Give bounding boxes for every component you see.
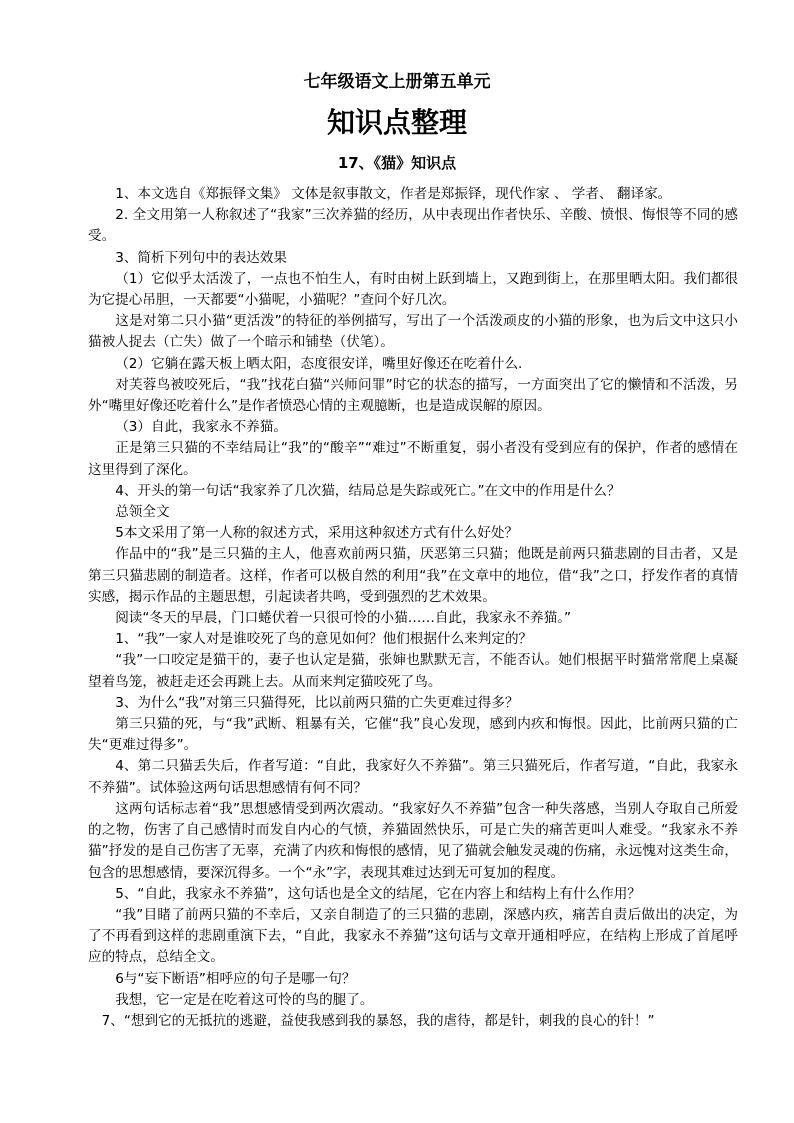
paragraph: 我想，它一定是在吃着这可怜的鸟的腿了。 — [115, 991, 374, 1008]
section-title: 17、《猫》知识点 — [337, 154, 457, 172]
paragraph: 这是对第二只小猫“更活泼”的特征的举例描写，写出了一个活泼顽皮的小猫的形象，也为后文中这只小猫被人捉去（亡失）做了一个暗示和铺垫（伏笔）。 — [88, 313, 738, 351]
paragraph: 作品中的“我”是三只猫的主人，他喜欢前两只猫，厌恶第三只猫；他既是前两只猫悲剧的目击者，又是第三只猫悲剧的制造者。这样，作者可以极自然的利用“我”在文章中的地位，借“我”之口，抒发作者的真情实感，揭示作品的主题思想，引起读者共鸣，受到强烈的艺术效果。 — [88, 546, 738, 605]
paragraph: 3、为什么“我”对第三只猫得死，比以前两只猫的亡失更难过得多？ — [115, 694, 519, 711]
paragraph: 对芙蓉鸟被咬死后，“我”找花白猫“兴师问罪”时它的状态的描写，一方面突出了它的懒情和不活泼，另外“嘴里好像还吃着什么”是作者愤恐心情的主观臆断，也是造成误解的原因。 — [88, 376, 738, 415]
paragraph: “我”目睹了前两只猫的不幸后，又亲自制造了的三只猫的悲剧，深感内疚，痛苦自责后做出的决定，为了不再看到这样的悲剧重演下去，“自此，我家永不养猫”这句话与文章开通相呼应，在结构上形成了首尾呼应的特点，总结全文。 — [88, 906, 738, 966]
document-body — [88, 184, 738, 1032]
document-title: 七年级语文上册第五单元 — [303, 72, 491, 92]
paragraph: 总领全文 — [115, 504, 170, 521]
paragraph: （1）它似乎太活泼了，一点也不怕生人，有时由树上跃到墙上，又跑到街上，在那里晒太阳。我们都很为它提心吊胆，一天都要“小猫呢，小猫呢？”查问个好几次。 — [88, 270, 738, 309]
paragraph: 4、开头的第一句话“我家养了几次猫，结局总是失踪或死亡。”在文中的作用是什么？ — [115, 482, 621, 499]
paragraph: 4、第二只猫丢失后，作者写道：“自此，我家好久不养猫”。第三只猫死后，作者写道，“自此，我家永不养猫”。试体验这两句话思想感情有何不同？ — [88, 758, 738, 796]
paragraph: 5、“自此，我家永不养猫”，这句话也是全文的结尾，它在内容上和结构上有什么作用？ — [115, 885, 641, 902]
paragraph: 正是第三只猫的不幸结局让“我”的“酸辛”“难过”不断重复，弱小者没有受到应有的保护，作者的感情在这里得到了深化。 — [88, 440, 738, 478]
paragraph: （3）自此，我家永不养猫。 — [115, 419, 287, 436]
paragraph: 2. 全文用第一人称叙述了“我家”三次养猫的经历，从中表现出作者快乐、辛酸、愤恨、悔恨等不同的感受。 — [88, 207, 738, 245]
paragraph: “我”一口咬定是猫干的，妻子也认定是猫，张婶也默默无言，不能否认。她们根据平时猫常常爬上桌凝望着鸟笼，被赶走还会再跳上去。从而来判定猫咬死了鸟。 — [88, 652, 738, 690]
document-heading: 知识点整理 — [326, 106, 467, 139]
paragraph: 阅读“冬天的早晨，门口蜷伏着一只很可怜的小猫……自此，我家永不养猫。” — [115, 610, 572, 627]
paragraph: 3、简析下列句中的表达效果 — [115, 249, 287, 266]
paragraph: （2）它躺在露天板上晒太阳，态度很安详，嘴里好像还在吃着什么. — [115, 355, 523, 372]
paragraph: 1、“我”一家人对是谁咬死了鸟的意见如何？他们根据什么来判定的？ — [115, 631, 533, 648]
paragraph: 1、本文选自《郑振铎文集》 文体是叙事散文，作者是郑振铎，现代作家 、 学者、 翻译家。 — [115, 186, 672, 202]
paragraph: 这两句话标志着“我”思想感情受到两次震动。“我家好久不养猫”包含一种失落感，当别人夺取自己所爱的之物，伤害了自己感情时而发自内心的气愤，养猫固然快乐，可是亡失的痛苦更叫人难受。“我家永不养猫”抒发的是自己伤害了无辜，充满了内疚和悔恨的感情，见了猫就会触发灵魂的伤痛，永远愧对这类生命，包含的思想感情，要深沉得多。一个“永”字，表现其难过达到无可复加的程度。 — [88, 800, 738, 881]
paragraph: 6与“妄下断语”相呼应的句子是哪一句？ — [115, 970, 356, 987]
paragraph: 第三只猫的死，与“我”武断、粗暴有关，它催“我”良心发现，感到内疚和悔恨。因此，比前两只猫的亡失“更难过得多”。 — [88, 716, 738, 754]
paragraph: 7、“想到它的无抵抗的逃避，益使我感到我的暴怒，我的虐待，都是针，刺我的良心的针！” — [101, 1012, 655, 1029]
paragraph: 5本文采用了第一人称的叙述方式，采用这种叙述方式有什么好处？ — [115, 525, 519, 542]
